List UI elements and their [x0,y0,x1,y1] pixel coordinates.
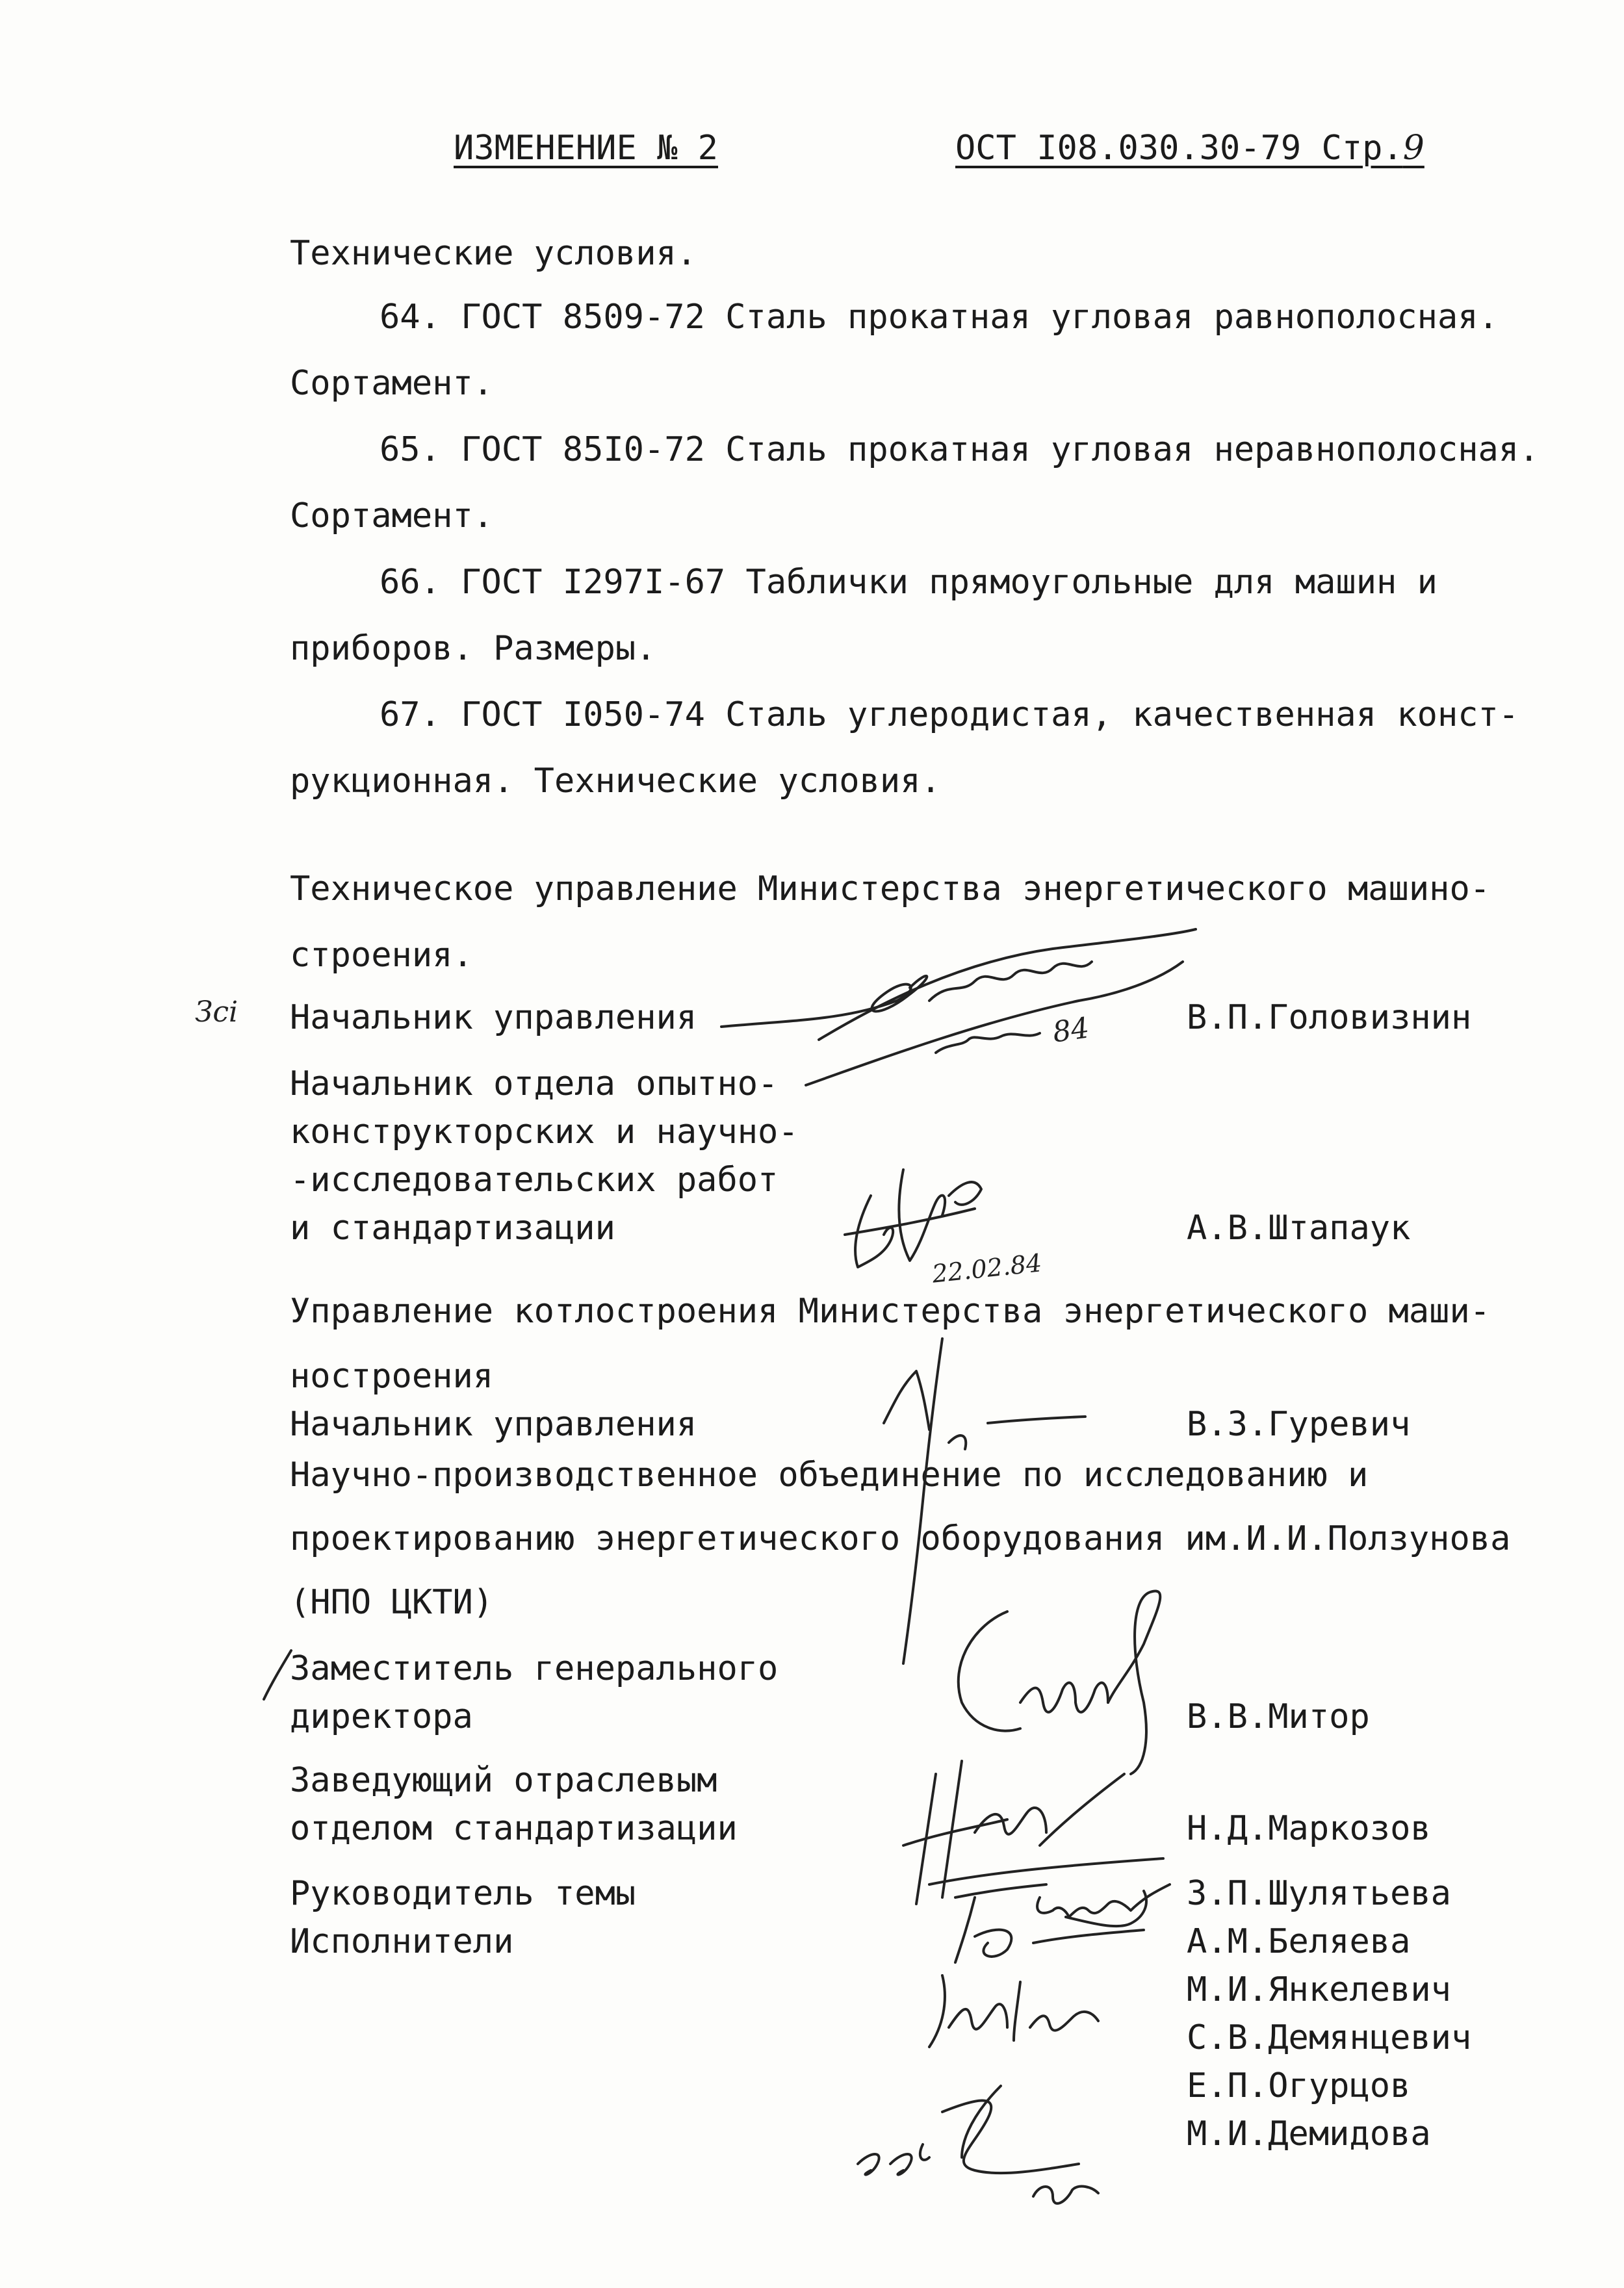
organization-line: строения. [290,936,473,975]
organization-line: Научно-производственное объединение по исследованию и [290,1456,1369,1495]
signatory-role: конструкторских и научно- [290,1112,799,1151]
organization-line: Техническое управление Министерства энергетического машино- [290,869,1491,908]
executor-name: М.И.Янкелевич [1187,1970,1451,2009]
margin-mark [259,1644,298,1703]
executor-name: М.И.Демидова [1187,2114,1431,2153]
signatory-name: В.В.Митор [1187,1697,1370,1736]
executor-name: Е.П.Огурцов [1187,2066,1411,2105]
signatory-name: В.З.Гуревич [1187,1405,1411,1444]
signatory-role: Заведующий отраслевым [290,1761,717,1800]
signatory-role: Руководитель темы [290,1874,636,1913]
signatory-role: отделом стандартизации [290,1809,738,1848]
executor-name: А.М.Беляева [1187,1922,1411,1961]
page-number: 9 [1402,129,1424,168]
signatory-role: Начальник отдела опытно- [290,1064,779,1103]
organization-line: Управление котлостроения Министерства энергетического маши- [290,1292,1491,1331]
handwritten-date: 22.02.84 [931,1248,1044,1289]
body-line: 66. ГОСТ I297I-67 Таблички прямоугольные для машин и [380,563,1437,602]
organization-line: проектированию энергетического оборудования им.И.И.Ползунова [290,1519,1511,1558]
signature-shtapauk [832,1157,1027,1280]
body-line: Технические условия. [290,234,697,273]
executor-name: С.В.Демянцевич [1187,2018,1472,2057]
signature-mitor [936,1573,1235,1780]
signatory-role: Исполнители [290,1922,514,1961]
signature-belyaeva [923,1962,1144,2053]
handwritten-date: 84 [1050,1011,1092,1049]
body-line: приборов. Размеры. [290,629,656,668]
signatory-role: и стандартизации [290,1209,615,1248]
signatory-role: Заместитель генерального [290,1649,779,1688]
signature-goviznin [715,923,1209,1105]
body-line: Сортамент. [290,364,494,403]
signatory-role: директора [290,1697,473,1736]
body-line: рукционная. Технические условия. [290,762,941,801]
body-line: 64. ГОСТ 8509-72 Сталь прокатная угловая равнополосная. [380,298,1499,337]
handwritten-mark: Зсі [195,996,238,1029]
signature-demidova [845,2073,1118,2222]
organization-line: (НПО ЦКТИ) [290,1583,494,1622]
signatory-role: Начальник управления [290,1405,697,1444]
body-line: 67. ГОСТ I050-74 Сталь углеродистая, качественная конст- [380,695,1519,734]
signatory-role: -исследовательских работ [290,1161,779,1200]
signatory-name: Н.Д.Маркозов [1187,1809,1431,1848]
body-line: 65. ГОСТ 85I0-72 Сталь прокатная угловая неравнополосная. [380,430,1540,469]
signatory-name: З.П.Шулятьева [1187,1874,1451,1913]
signature-shulyateva [936,1871,1209,1969]
signatory-role: Начальник управления [290,998,697,1037]
signatory-name: А.В.Штапаук [1187,1209,1411,1248]
signatory-name: В.П.Головизнин [1187,998,1472,1037]
body-line: Сортамент. [290,496,494,535]
change-number: ИЗМЕНЕНИЕ № 2 [454,129,718,168]
organization-line: ностроения [290,1357,494,1396]
standard-reference [955,129,1424,168]
standard-code: ОСТ I08.030.30-79 Стр. [955,129,1403,168]
